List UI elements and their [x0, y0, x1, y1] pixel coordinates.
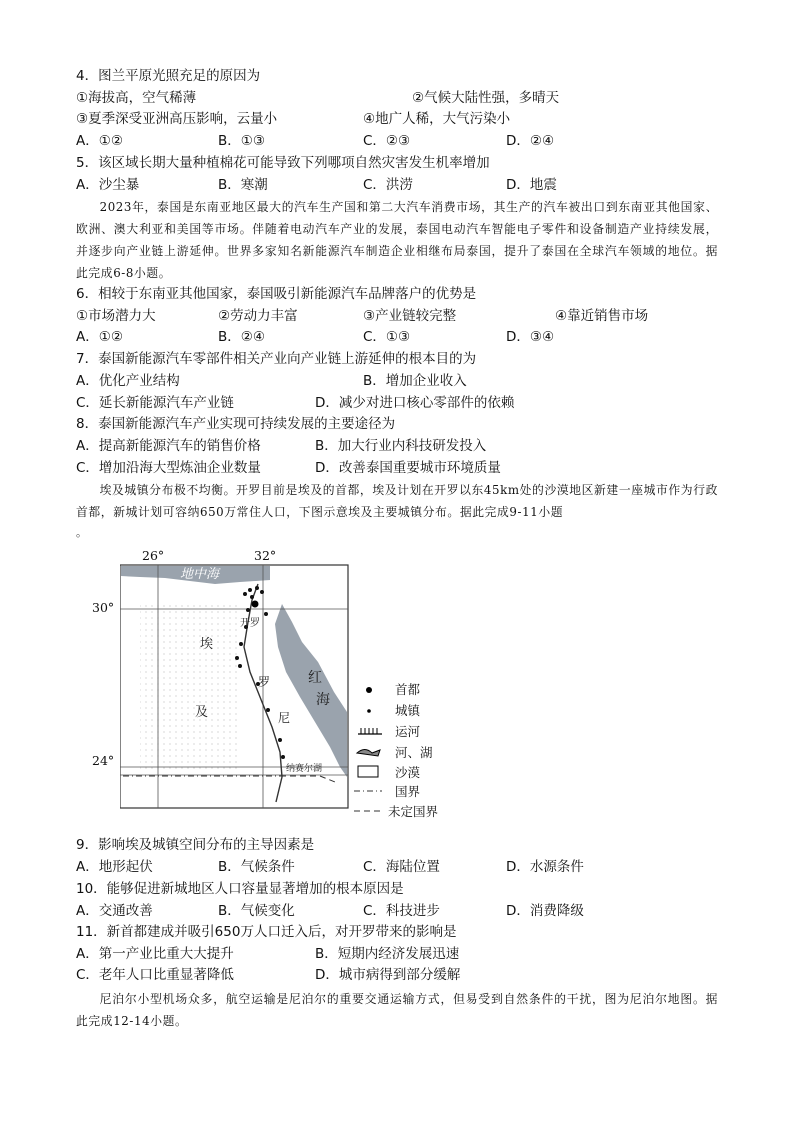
q5-choice-a: A．沙尘暴	[76, 177, 140, 193]
q4-option-2: ②气候大陆性强，多晴天	[412, 90, 560, 106]
q8-choice-b: B．加大行业内科技研发投入	[315, 438, 487, 454]
capital-cairo	[252, 601, 259, 608]
q9-choice-d: D．水源条件	[506, 859, 584, 875]
legend-capital-symbol	[366, 687, 372, 693]
q4-choice-d: D．②④	[506, 133, 555, 149]
red-sea-label-1: 红	[308, 670, 322, 686]
legend-river-lake-symbol	[357, 750, 380, 757]
country-label-1: 埃	[200, 637, 214, 652]
river-label-1: 罗	[258, 675, 271, 689]
lon-label-26: 26°	[142, 548, 165, 563]
q10-choice-b: B．气候变化	[218, 903, 295, 919]
red-sea-label-2: 海	[316, 692, 330, 708]
passage-nepal	[76, 988, 718, 1032]
q10-choice-a: A．交通改善	[76, 903, 153, 919]
canal-label: 开罗	[240, 618, 260, 629]
river-label-2: 尼	[278, 711, 291, 725]
lat-label-24: 24°	[92, 753, 115, 768]
q6-option-1: ①市场潜力大	[76, 308, 156, 324]
legend-town-symbol	[367, 709, 371, 713]
q8-stem: 8．泰国新能源汽车产业实现可持续发展的主要途径为	[76, 416, 396, 432]
q9-stem: 9．影响埃及城镇空间分布的主导因素是	[76, 837, 315, 853]
q6-option-3: ③产业链较完整	[363, 308, 457, 324]
lat-label-30: 30°	[92, 600, 115, 615]
q10-stem: 10．能够促进新城地区人口容量显著增加的根本原因是	[76, 881, 404, 897]
legend-desert-symbol	[358, 766, 378, 777]
q9-choice-c: C．海陆位置	[363, 859, 440, 875]
q11-stem: 11．新首都建成并吸引650万人口迁入后，对开罗带来的影响是	[76, 924, 457, 940]
passage-egypt-text: 埃及城镇分布极不均衡。开罗目前是埃及的首都，埃及计划在开罗以东45km处的沙漠地区新建一座城市作为行政首都，新城计划可容纳650万常住人口，下图示意埃及主要城镇分布。据此完成9-11小题	[76, 483, 718, 519]
q4-choice-a: A．①②	[76, 133, 123, 149]
q6-choice-d: D．③④	[506, 329, 555, 345]
q6-option-4: ④靠近销售市场	[555, 308, 649, 324]
q6-stem: 6．相较于东南亚其他国家，泰国吸引新能源汽车品牌落户的优势是	[76, 286, 477, 302]
q6-choice-b: B．②④	[218, 329, 265, 345]
q4-option-3: ③夏季深受亚洲高压影响，云量小	[76, 111, 278, 127]
q6-choice-a: A．①②	[76, 329, 123, 345]
country-label-2: 及	[195, 705, 209, 720]
q10-choice-c: C．科技进步	[363, 903, 440, 919]
q5-choice-d: D．地震	[506, 177, 557, 193]
q11-choice-b: B．短期内经济发展迅速	[315, 946, 460, 962]
lake-label: 纳赛尔湖	[286, 764, 323, 774]
q8-choice-d: D．改善泰国重要城市环境质量	[315, 460, 501, 476]
passage-egypt	[76, 479, 718, 523]
q6-option-2: ②劳动力丰富	[218, 308, 298, 324]
q5-choice-c: C．洪涝	[363, 177, 413, 193]
legend-town: 城镇	[395, 703, 421, 718]
legend-undetermined-border: 未定国界	[388, 804, 439, 819]
q11-choice-a: A．第一产业比重大大提升	[76, 946, 234, 962]
q4-choice-c: C．②③	[363, 133, 411, 149]
q5-stem: 5．该区域长期大量种植棉花可能导致下列哪项自然灾害发生机率增加	[76, 155, 490, 171]
q9-choice-b: B．气候条件	[218, 859, 295, 875]
egypt-map	[92, 548, 458, 828]
passage-thailand-text: 2023年，泰国是东南亚地区最大的汽车生产国和第二大汽车消费市场，其生产的汽车被出口到东南亚其他国家、欧洲、澳大利亚和美国等市场。伴随着电动汽车产业的发展，泰国电动汽车智能电子零件和设备制造产业持续发展，并逐步向产业链上游延伸。世界多家知名新能源汽车制造企业相继布局泰国，提升了泰国在全球汽车领域的地位。据此完成6-8小题。	[76, 200, 718, 280]
legend-desert: 沙漠	[395, 765, 421, 780]
legend-canal: 运河	[395, 724, 421, 739]
legend-border: 国界	[395, 784, 421, 799]
q8-choice-c: C．增加沿海大型炼油企业数量	[76, 460, 261, 476]
q7-choice-b: B．增加企业收入	[363, 373, 467, 389]
passage-thailand	[76, 196, 718, 284]
q7-choice-c: C．延长新能源汽车产业链	[76, 395, 234, 411]
q7-choice-a: A．优化产业结构	[76, 373, 180, 389]
q8-choice-a: A．提高新能源汽车的销售价格	[76, 438, 261, 454]
q11-choice-c: C．老年人口比重显著降低	[76, 967, 234, 983]
q4-choice-b: B．①③	[218, 133, 265, 149]
passage-nepal-text: 尼泊尔小型机场众多，航空运输是尼泊尔的重要交通运输方式，但易受到自然条件的干扰，图为尼泊尔地图。据此完成12-14小题。	[76, 992, 718, 1028]
legend-capital: 首都	[395, 682, 421, 697]
q7-choice-d: D．减少对进口核心零部件的依赖	[315, 395, 515, 411]
legend-river-lake: 河、湖	[395, 745, 433, 760]
q9-choice-a: A．地形起伏	[76, 859, 153, 875]
q7-stem: 7．泰国新能源汽车零部件相关产业向产业链上游延伸的根本目的为	[76, 351, 477, 367]
q4-option-4: ④地广人稀，大气污染小	[363, 111, 511, 127]
q4-stem: 4．图兰平原光照充足的原因为	[76, 68, 261, 84]
sea-label: 地中海	[180, 567, 220, 582]
q11-choice-d: D．城市病得到部分缓解	[315, 967, 461, 983]
q4-option-1: ①海拔高，空气稀薄	[76, 90, 197, 106]
passage-egypt-end: 。	[76, 526, 87, 539]
legend-canal-symbol	[358, 728, 382, 734]
lon-label-32: 32°	[254, 548, 277, 563]
q5-choice-b: B．寒潮	[218, 177, 268, 193]
desert-area	[140, 602, 240, 772]
q6-choice-c: C．①③	[363, 329, 411, 345]
q10-choice-d: D．消费降级	[506, 903, 584, 919]
